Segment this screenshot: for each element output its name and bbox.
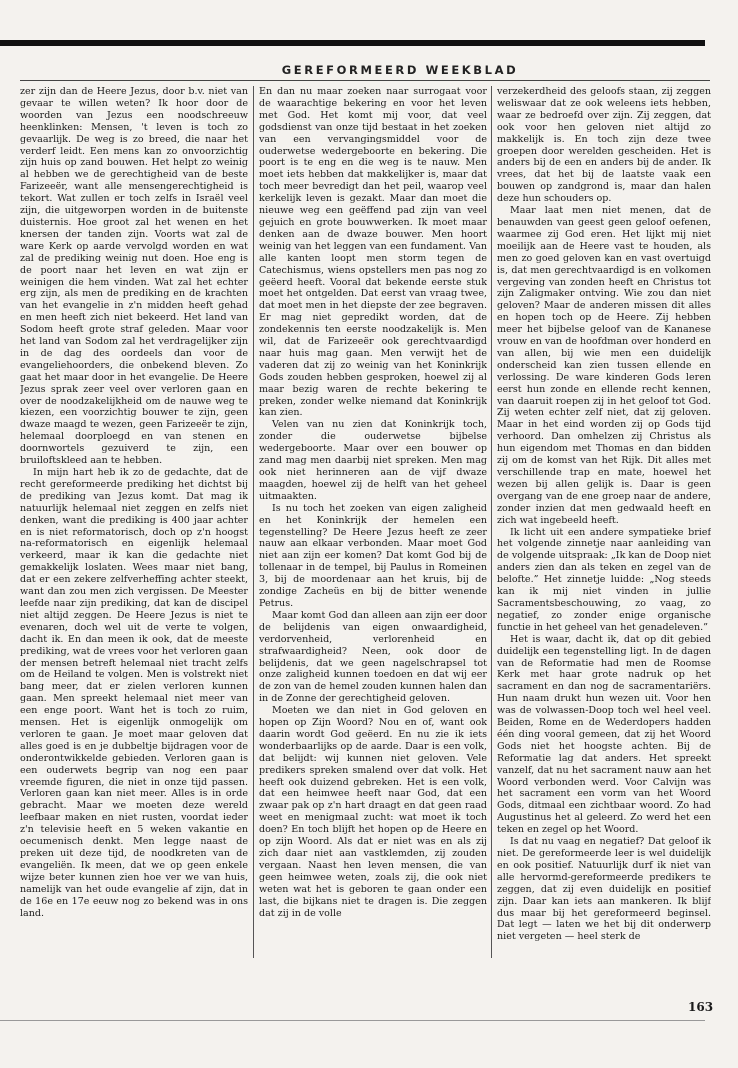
paragraph: verzekerdheid des geloofs staan, zij zeggen weliswaar dat ze ook weleens iets hebben, waar ze bedroefd over zijn. Zij zeggen, dat ook voor hen geloven niet altijd zo makkelijk is. En toch zijn deze twee groepen door werelden gescheiden. Het is anders bij de een en anders bij de ander. Ik vrees, dat het bij de laatste vaak een bouwen op zandgrond is, maar dan halen deze hun schouders op.	[497, 86, 711, 205]
page-number: 163	[688, 1000, 714, 1014]
paragraph: In mijn hart heb ik zo de gedachte, dat de recht gereformeerde prediking het dichtst bij de prediking van Jezus komt. Dat mag ik natuurlijk helemaal niet zeggen en zelfs niet denken, want die prediking is 400 jaar achter en is niet reformatorisch, doch op z'n hoogst na-reformatorisch en eigenlijk helemaal verkeerd, maar ik kan die gedachte niet gemakkelijk loslaten. Wees maar niet bang, dat er een zekere zelfverheffing achter steekt, want dan zou men zich vergissen. De Meester leefde naar zijn prediking, dat kan de discipel niet altijd zeggen. De Heere Jezus is niet te evenaren, doch wel uit de verte te volgen, dacht ik. En dan meen ik ook, dat de meeste prediking, wat de vrees voor het verloren gaan der mensen betreft helemaal niet tracht zelfs om de Heiland te volgen. Men is volstrekt niet bang meer, dat er zielen verloren kunnen gaan. Men spreekt helemaal niet meer van een enge poort. Want het is toch zo ruim, mensen. Het is eigenlijk onmogelijk om verloren te gaan. Je moet maar geloven dat alles goed is en je dubbeltje bijdragen voor de onderontwikkelde gebieden. Verloren gaan is een ouderwets begrip van nog een paar vreemde figuren, die niet in onze tijd passen. Verloren gaan kan niet meer. Alles is in orde gebracht. Maar we moeten deze wereld leefbaar maken en niet rusten, voordat ieder z'n televisie heeft en 5 weken vakantie en oecumenisch denkt. Men legge naast de preken uit deze tijd, de noodkreten van de evangeliën. Ik meen, dat we op geen enkele wijze beter kunnen zien hoe ver we van huis, namelijk van het oude evangelie af zijn, dat in de 16e en 17e eeuw nog zo bekend was in ons land.	[20, 467, 248, 919]
column-1	[20, 86, 248, 958]
paragraph: Is dat nu vaag en negatief? Dat geloof ik niet. De gereformeerde leer is wel duidelijk en ook positief. Natuurlijk durf ik niet van alle hervormd-gereformeerde predikers te zeggen, dat zij even duidelijk en positief zijn. Daar kan iets aan mankeren. Ik blijf dus maar bij het gereformeerd beginsel. Dat legt — laten we het bij dit onderwerp niet vergeten — heel sterk de	[497, 836, 711, 943]
paragraph: zer zijn dan de Heere Jezus, door b.v. niet van gevaar te willen weten? Ik hoor door de woorden van Jezus een noodschreeuw heenklinken: Mensen, 't leven is toch zo gevaarlijk. De weg is zo breed, die naar het verderf leidt. Een mens kan zo onvoorzichtig zijn huis op zand bouwen. Het helpt zo weinig al hebben we de gerechtigheid van de beste Farizeeër, want alle mensengerechtigheid is tekort. Wat zullen er toch zelfs in Israël veel zijn, die uitgeworpen worden in de buitenste duisternis. Hoe groot zal het wenen en het knersen der tanden zijn. Voorts wat zal de ware Kerk op aarde vervolgd worden en wat zal de prediking weinig nut doen. Hoe eng is de poort naar het leven en wat zijn er weinigen die hem vinden. Wat zal het echter erg zijn, als men de prediking en de krachten van het evangelie in z'n midden heeft gehad en men heeft zich niet bekeerd. Het land van Sodom heeft grote straf geleden. Maar voor het land van Sodom zal het verdragelijker zijn in de dag des oordeels dan voor de evangeliehoorders, die onbekend bleven. Zo gaat het maar door in het evangelie. De Heere Jezus sprak zeer veel over verloren gaan en over de noodzakelijkheid om de nauwe weg te kiezen, een voorzichtig bouwer te zijn, geen dwaze maagd te wezen, geen Farizeeër te zijn, helemaal doorploegd en van stenen en doornwortels gezuiverd te zijn, een bruiloftskleed aan te hebben.	[20, 86, 248, 467]
paragraph: Is nu toch het zoeken van eigen zaligheid en het Koninkrijk der hemelen een tegenstelling? De Heere Jezus heeft ze zeer nauw aan elkaar verbonden. Maar moet God niet aan zijn eer komen? Dat komt God bij de tollenaar in de tempel, bij Paulus in Romeinen 3, bij de moordenaar aan het kruis, bij de zondige Zacheüs en bij de bitter wenende Petrus.	[259, 502, 487, 609]
header-rule	[20, 80, 710, 81]
paragraph: En dan nu maar zoeken naar surrogaat voor de waarachtige bekering en voor het leven met God. Het komt mij voor, dat veel godsdienst van onze tijd bestaat in het zoeken van een vervangingsmiddel voor de ouderwetse wedergeboorte en bekering. Die poort is te eng en die weg is te nauw. Men moet iets hebben dat makkelijker is, maar dat toch meer bevredigt dan het peil, waarop veel kerkelijk leven is gezakt. Maar dan moet die nieuwe weg een geëffend pad zijn van veel gejuich en grote bouwwerken. Ik moet maar denken aan de dwaze bouwer. Men hoort weinig van het leggen van een fundament. Van alle kanten loopt men storm tegen de Catechismus, wiens opstellers men pas nog zo geëerd heeft. Vooral dat bekende eerste stuk moet het ontgelden. Dat eerst van vraag twee, dat moet men in het diepste der zee begraven. Er mag niet gepredikt worden, dat de zondekennis ten eerste noodzakelijk is. Men wil, dat de Farizeeër ook gerechtvaardigd naar huis mag gaan. Men verwijt het de vaderen dat zij zo weinig van het Koninkrijk Gods zouden hebben gesproken, hoewel zij al maar bezig waren de rechte bekering te preken, zonder welke niemand dat Koninkrijk kan zien.	[259, 86, 487, 419]
paragraph: Maar komt God dan alleen aan zijn eer door de belijdenis van eigen onwaardigheid, verdorvenheid, verlorenheid en strafwaardigheid? Neen, ook door de belijdenis, dat we geen nagelschrapsel tot onze zaligheid kunnen toedoen en dat wij eer de zon van de hemel zouden kunnen halen dan in de Zonne der gerechtigheid geloven.	[259, 609, 487, 705]
column-divider	[491, 86, 492, 958]
paragraph: Het is waar, dacht ik, dat op dit gebied duidelijk een tegenstelling ligt. In de dagen van de Reformatie had men de Roomse Kerk met haar grote nadruk op het sacrament en dan nog de sacramentariërs. Hun naam drukt hun wezen uit. Voor hen was de volwassen-Doop toch wel heel veel. Beiden, Rome en de Wederdopers hadden één ding vooral gemeen, dat zij het Woord Gods niet het hoogste achten. Bij de Reformatie lag dat anders. Het spreekt vanzelf, dat nu het sacrament nauw aan het Woord verbonden werd. Voor Calvijn was het sacrament een vorm van het Woord Gods, ditmaal een zichtbaar woord. Zo had Augustinus het al geleerd. Zo werd het een teken en zegel op het Woord.	[497, 633, 711, 836]
column-2	[259, 86, 487, 958]
paragraph: Velen van nu zien dat Koninkrijk toch, zonder die ouderwetse bijbelse wedergeboorte. Maar over een bouwer op zand mag men daarbij niet spreken. Men mag ook niet herinneren aan de vijf dwaze maagden, hoewel zij de helft van het geheel uitmaakten.	[259, 419, 487, 502]
paragraph: Moeten we dan niet in God geloven en hopen op Zijn Woord? Nou en of, want ook daarin wordt God geëerd. En nu zie ik iets wonderbaarlijks op de aarde. Daar is een volk, dat belijdt: wij kunnen niet geloven. Vele predikers spreken smalend over dat volk. Het heeft ook duizend gebreken. Het is een volk, dat een heimwee heeft naar God, dat een zwaar pak op z'n hart draagt en dat geen raad weet en menigmaal zucht: wat moet ik toch doen? En toch blijft het hopen op de Heere en op zijn Woord. Als dat er niet was en als zij zich daar niet aan vastklemden, zij zouden vergaan. Naast hen leven mensen, die van geen heimwee weten, zoals zij, die ook niet weten wat het is geboren te gaan onder een last, die bijkans niet te dragen is. Die zeggen dat zij in de volle	[259, 705, 487, 919]
column-divider	[253, 86, 254, 958]
top-rule	[0, 40, 705, 46]
paragraph: Ik licht uit een andere sympatieke brief het volgende zinnetje naar aanleiding van de volgende uitspraak: „Ik kan de Doop niet anders zien dan als teken en zegel van de belofte.” Het zinnetje luidde: „Nog steeds kan ik mij niet vinden in jullie Sacramentsbeschouwing, zo vaag, zo negatief, zo zonder enige organische functie in het geheel van het genadeleven.”	[497, 526, 711, 633]
bottom-rule	[0, 1020, 705, 1021]
page-header: GEREFORMEERD WEEKBLAD	[281, 63, 519, 77]
paragraph: Maar laat men niet menen, dat de benauwden van geest geen geloof oefenen, waarmee zij God eren. Het lijkt mij niet moeilijk aan de Heere vast te houden, als men zo goed geloven kan en vast overtuigd is, dat men gerechtvaardigd is en volkomen vergeving van zonden heeft en Christus tot zijn Zaligmaker ontving. Wie zou dan niet geloven? Maar de anderen missen dit alles en hopen toch op de Heere. Zij hebben meer het bijbelse geloof van de Kananese vrouw en van de hoofdman over honderd en van allen, bij wie men een duidelijk onderscheid kan zien tussen ellende en verlossing. De ware kinderen Gods leren eerst hun zonde en ellende recht kennen, van daaruit roepen zij in het geloof tot God. Zij weten echter zelf niet, dat zij geloven. Maar in het eind worden zij op Gods tijd verhoord. Dan omhelzen zij Christus als hun eigendom met Thomas en dan bidden zij om de komst van het Rijk. Dit alles met verschillende trap en mate, hoewel het wezen bij allen gelijk is. Daar is geen overgang van de ene groep naar de andere, zonder inzien dat men gedwaald heeft en zich wat ingebeeld heeft.	[497, 205, 711, 526]
column-3	[497, 86, 711, 958]
